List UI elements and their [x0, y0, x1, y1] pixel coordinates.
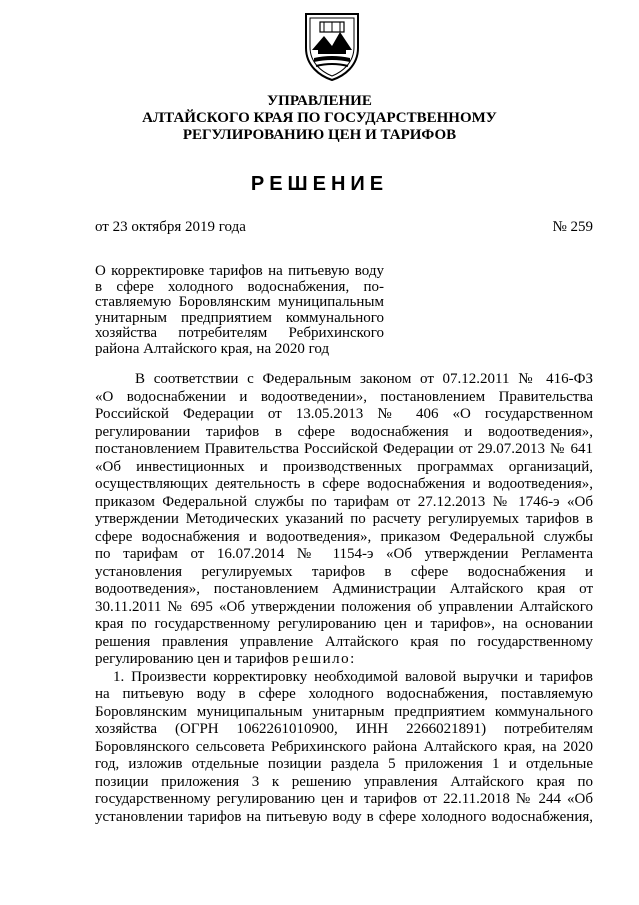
- subject-line: района Алтайского края, на 2020 год: [95, 340, 330, 357]
- document-body: [95, 371, 593, 826]
- body-line: «О водоснабжении и водоотведении», постановлением Правительства: [95, 388, 593, 405]
- document-date: от 23 октября 2019 года: [95, 219, 246, 235]
- body-line: сфере водоснабжения и водоотведения», приказом Федеральной службы: [95, 528, 593, 545]
- subject-line: О корректировке тарифов на питьевую воду: [95, 263, 384, 279]
- subject-line: хозяйства потребителям Ребрихинского: [95, 325, 384, 342]
- body-line: приказом Федеральной службы по тарифам от 27.12.2013 № 1746-э «Об: [95, 493, 593, 510]
- body-line: осуществляющих деятельность в сфере водоснабжения и водоотведения»,: [95, 476, 593, 492]
- body-line: В соответствии с Федеральным законом от 07.12.2011 № 416-ФЗ: [135, 371, 593, 387]
- body-line: год, изложив отдельные позиции раздела 5 приложения 1 и отдельные: [95, 756, 593, 772]
- coat-of-arms-emblem: [298, 10, 366, 82]
- body-line: края по государственному регулированию цен и тарифов», на основании: [95, 616, 593, 632]
- clause-1-line: 1. Произвести корректировку необходимой валовой выручки и тарифов: [113, 668, 593, 685]
- authority-name-line-2: АЛТАЙСКОГО КРАЯ ПО ГОСУДАРСТВЕННОМУ: [142, 110, 497, 126]
- body-line: Боровлянским муниципальным унитарным предприятием коммунального: [95, 703, 593, 720]
- document-number: № 259: [552, 219, 593, 235]
- body-line: «Об инвестиционных и производственных программах организаций,: [95, 458, 593, 475]
- body-line: позиции приложения 3 к решению управления Алтайского края по: [95, 773, 593, 790]
- body-line: установлении тарифов на питьевую воду в сфере холодного водоснабжения,: [95, 808, 593, 825]
- body-line: Российской Федерации от 13.05.2013 № 406 «О государственном: [95, 406, 593, 422]
- body-line: государственному регулированию цен и тарифов от 22.11.2018 № 244 «Об: [95, 791, 593, 807]
- document-subject: [95, 264, 384, 358]
- body-line: установления регулируемых тарифов в сфере водоснабжения и: [95, 563, 593, 580]
- subject-line: унитарным предприятием коммунального: [95, 309, 384, 326]
- body-line: на питьевую воду в сфере холодного водоснабжения, поставляемую: [95, 686, 593, 702]
- subject-line: в сфере холодного водоснабжения, по-: [95, 278, 384, 295]
- document-type-title: РЕШЕНИЕ: [250, 173, 389, 195]
- body-line-text: регулированию цен и тарифов: [95, 651, 289, 667]
- body-line: решения правления управление Алтайского края по государственному: [95, 633, 593, 650]
- subject-line: ставляемую Боровлянским муниципальным: [95, 294, 384, 311]
- resolved-word: решило:: [292, 651, 356, 667]
- body-line: хозяйства (ОГРН 1062261010900, ИНН 2266021891) потребителям: [95, 721, 593, 737]
- body-line: 30.11.2011 № 695 «Об утверждении положения об управлении Алтайского: [95, 598, 593, 615]
- body-line: водоотведения», постановлением Администрации Алтайского края от: [95, 581, 593, 597]
- body-line: [95, 651, 593, 669]
- authority-name-line-1: УПРАВЛЕНИЕ: [267, 93, 372, 109]
- authority-name-line-3: РЕГУЛИРОВАНИЮ ЦЕН И ТАРИФОВ: [182, 127, 457, 143]
- body-line: регулировании тарифов в сфере водоснабжения и водоотведения»,: [95, 423, 593, 440]
- body-line: по тарифам от 16.07.2014 № 1154-э «Об утверждении Регламента: [95, 546, 593, 562]
- body-line: утверждении Методических указаний по расчету регулируемых тарифов в: [95, 511, 593, 527]
- body-line: Боровлянского сельсовета Ребрихинского района Алтайского края, на 2020: [95, 738, 593, 755]
- body-line: постановлением Правительства Российской Федерации от 29.07.2013 № 641: [95, 441, 593, 457]
